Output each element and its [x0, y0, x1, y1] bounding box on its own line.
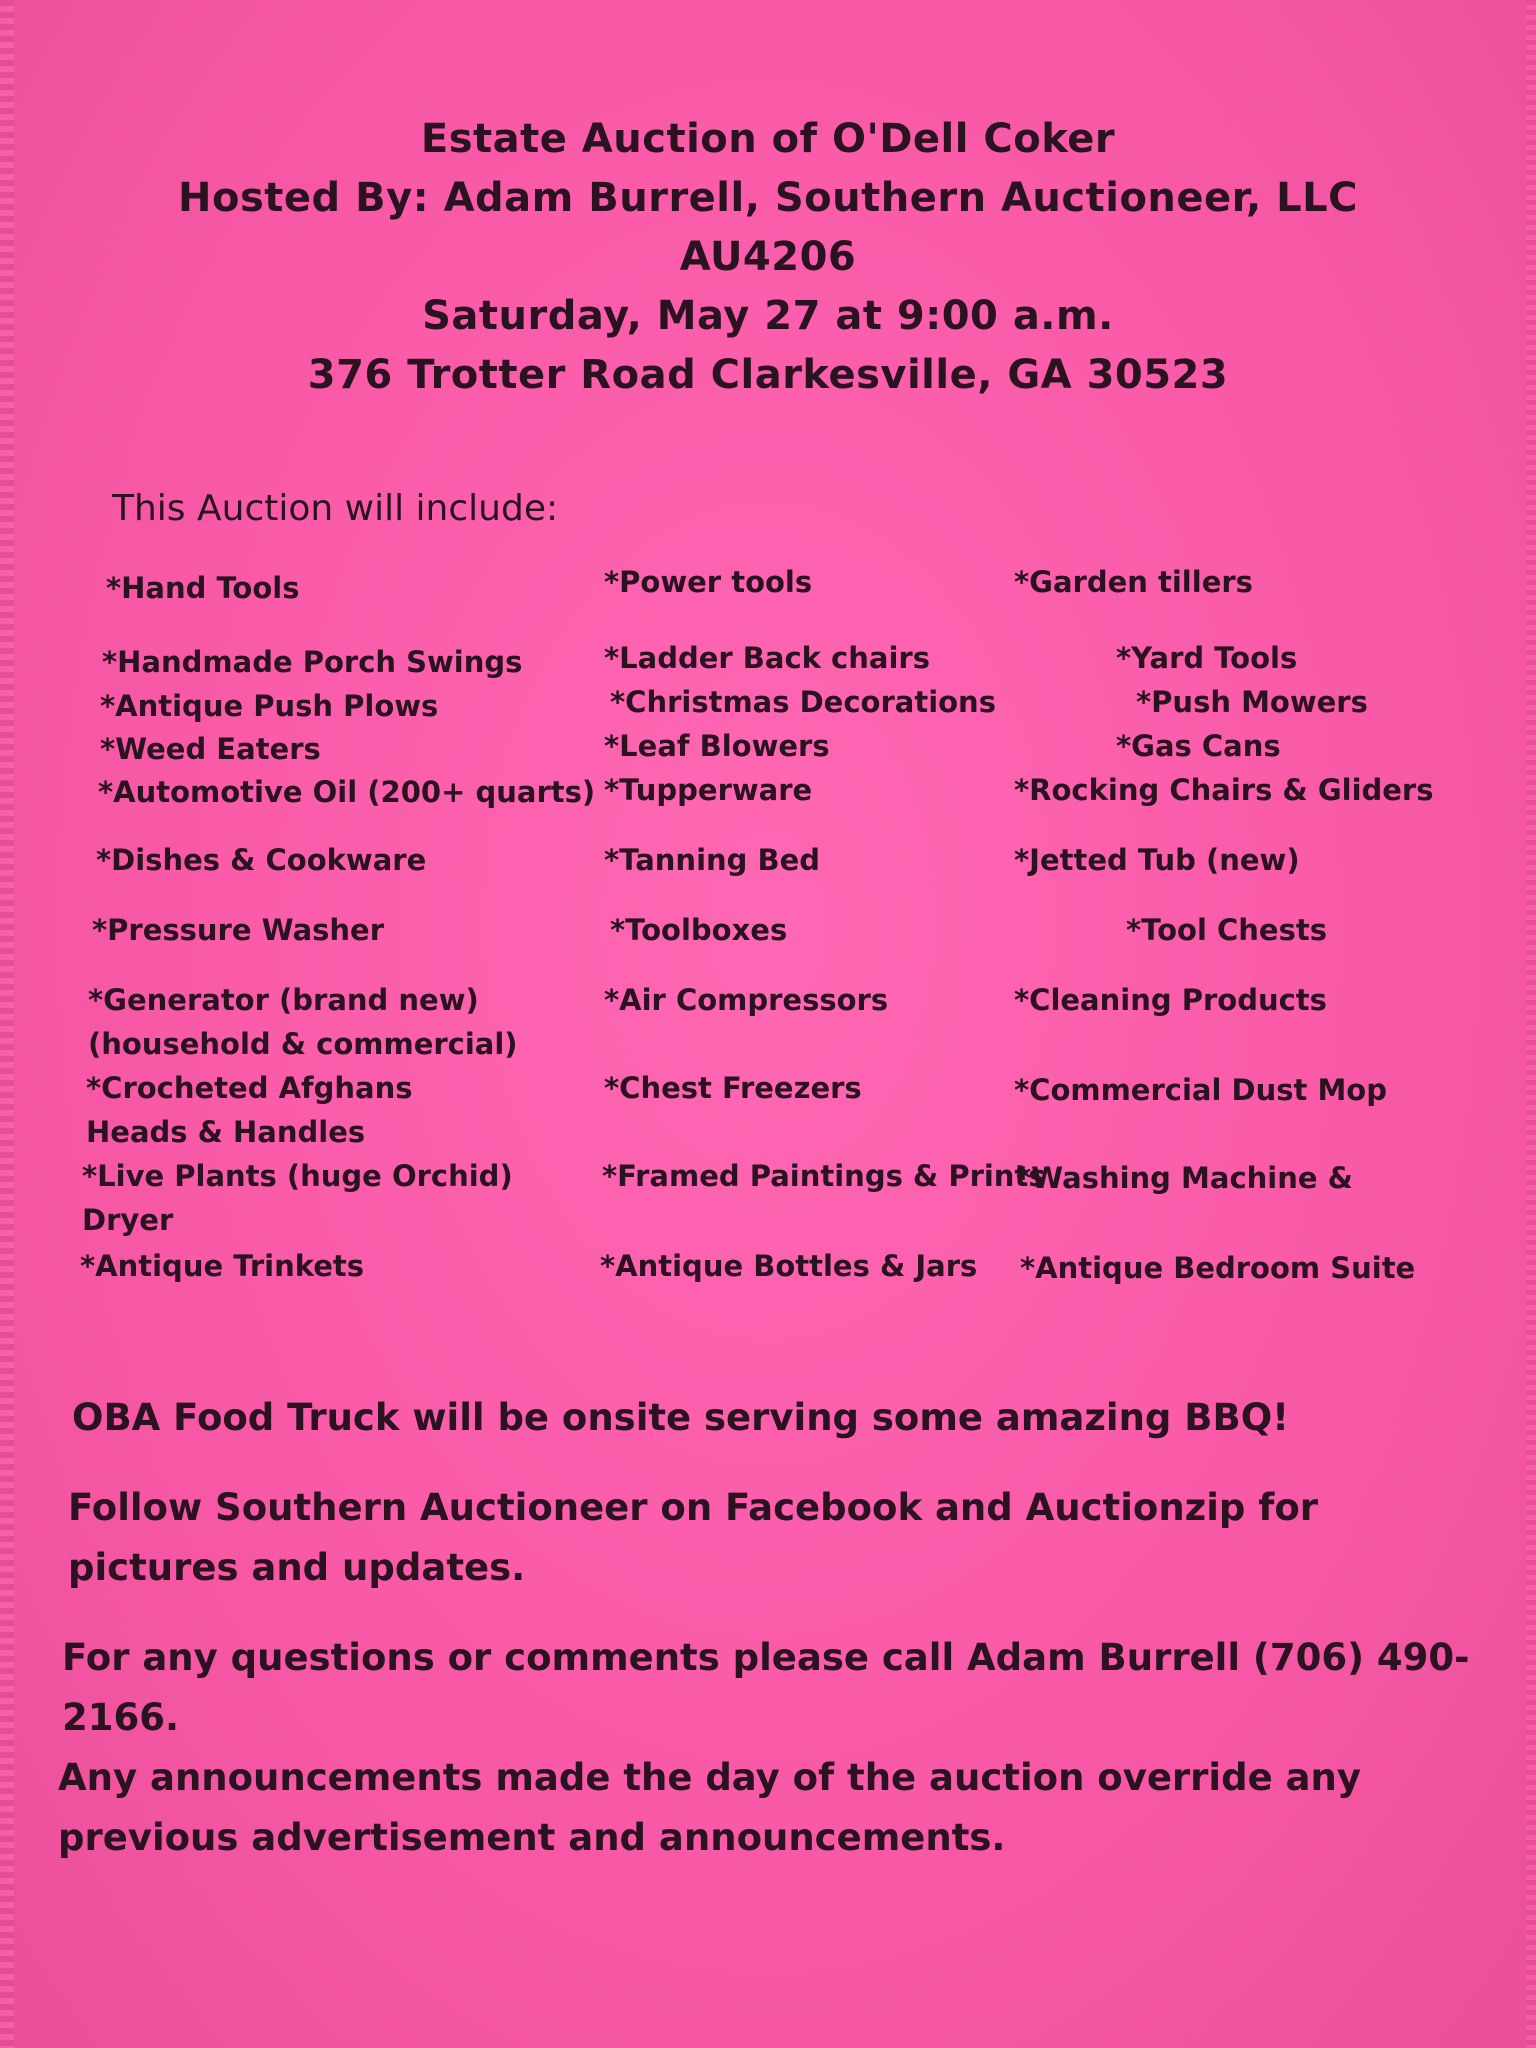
- list-item: *Handmade Porch Swings: [102, 645, 523, 679]
- list-item: *Commercial Dust Mop: [1014, 1073, 1387, 1107]
- list-item: *Tupperware: [604, 773, 813, 807]
- auction-title: Estate Auction of O'Dell Coker: [420, 116, 1116, 162]
- list-item: *Jetted Tub (new): [1014, 843, 1300, 877]
- follow-note: Follow Southern Auctioneer on Facebook and Auctionzip for pictures and updates.: [68, 1486, 1319, 1589]
- list-item: [86, 1066, 413, 1154]
- list-item: *Antique Bottles & Jars: [600, 1249, 978, 1283]
- list-item: *Push Mowers: [1136, 685, 1368, 719]
- list-item: *Dishes & Cookware: [96, 843, 427, 877]
- list-item-line: Heads & Handles: [86, 1115, 366, 1149]
- list-item: *Power tools: [604, 565, 813, 599]
- list-item: *Gas Cans: [1116, 729, 1281, 763]
- list-item: *Tanning Bed: [604, 843, 821, 877]
- questions-note: For any questions or comments please call Adam Burrell (706) 490-2166.: [62, 1636, 1470, 1739]
- auctioneer-license: AU4206: [679, 234, 857, 280]
- list-item: *Framed Paintings & Prints: [602, 1159, 1046, 1193]
- list-item: *Ladder Back chairs: [604, 641, 930, 675]
- list-item-line: *Crocheted Afghans: [86, 1071, 413, 1105]
- announcements-note: Any announcements made the day of the auction override any previous advertisement and announcements.: [58, 1756, 1361, 1859]
- list-item: *Chest Freezers: [604, 1071, 862, 1105]
- list-item: *Rocking Chairs & Gliders: [1014, 773, 1434, 807]
- list-item: *Automotive Oil (200+ quarts): [98, 775, 596, 809]
- items-intro: This Auction will include:: [112, 488, 559, 529]
- list-item: *Washing Machine &: [1016, 1161, 1353, 1195]
- auction-date: Saturday, May 27 at 9:00 a.m.: [422, 293, 1114, 339]
- list-item: *Air Compressors: [604, 983, 889, 1017]
- list-item: *Christmas Decorations: [610, 685, 996, 719]
- list-item: *Yard Tools: [1116, 641, 1298, 675]
- flyer-header: [0, 110, 1536, 405]
- list-item-line: Dryer: [82, 1203, 174, 1237]
- list-item: *Leaf Blowers: [604, 729, 830, 763]
- hosted-by: Hosted By: Adam Burrell, Southern Auctioneer, LLC: [178, 175, 1358, 221]
- list-item-line: *Generator (brand new): [88, 983, 479, 1017]
- list-item-line: *Live Plants (huge Orchid): [82, 1159, 513, 1193]
- list-item: *Antique Push Plows: [100, 689, 439, 723]
- list-item: *Cleaning Products: [1014, 983, 1327, 1017]
- food-truck-note: OBA Food Truck will be onsite serving some amazing BBQ!: [72, 1396, 1290, 1439]
- list-item: *Hand Tools: [106, 571, 300, 605]
- list-item: *Antique Trinkets: [80, 1249, 365, 1283]
- list-item: *Garden tillers: [1014, 565, 1253, 599]
- list-item: *Weed Eaters: [100, 732, 321, 766]
- list-item: *Pressure Washer: [92, 913, 385, 947]
- auction-address: 376 Trotter Road Clarkesville, GA 30523: [307, 352, 1229, 398]
- list-item: *Tool Chests: [1126, 913, 1327, 947]
- list-item: [88, 978, 518, 1066]
- list-item: *Antique Bedroom Suite: [1020, 1251, 1416, 1285]
- list-item: *Toolboxes: [610, 913, 788, 947]
- list-item-line: (household & commercial): [88, 1027, 518, 1061]
- list-item: [82, 1154, 513, 1242]
